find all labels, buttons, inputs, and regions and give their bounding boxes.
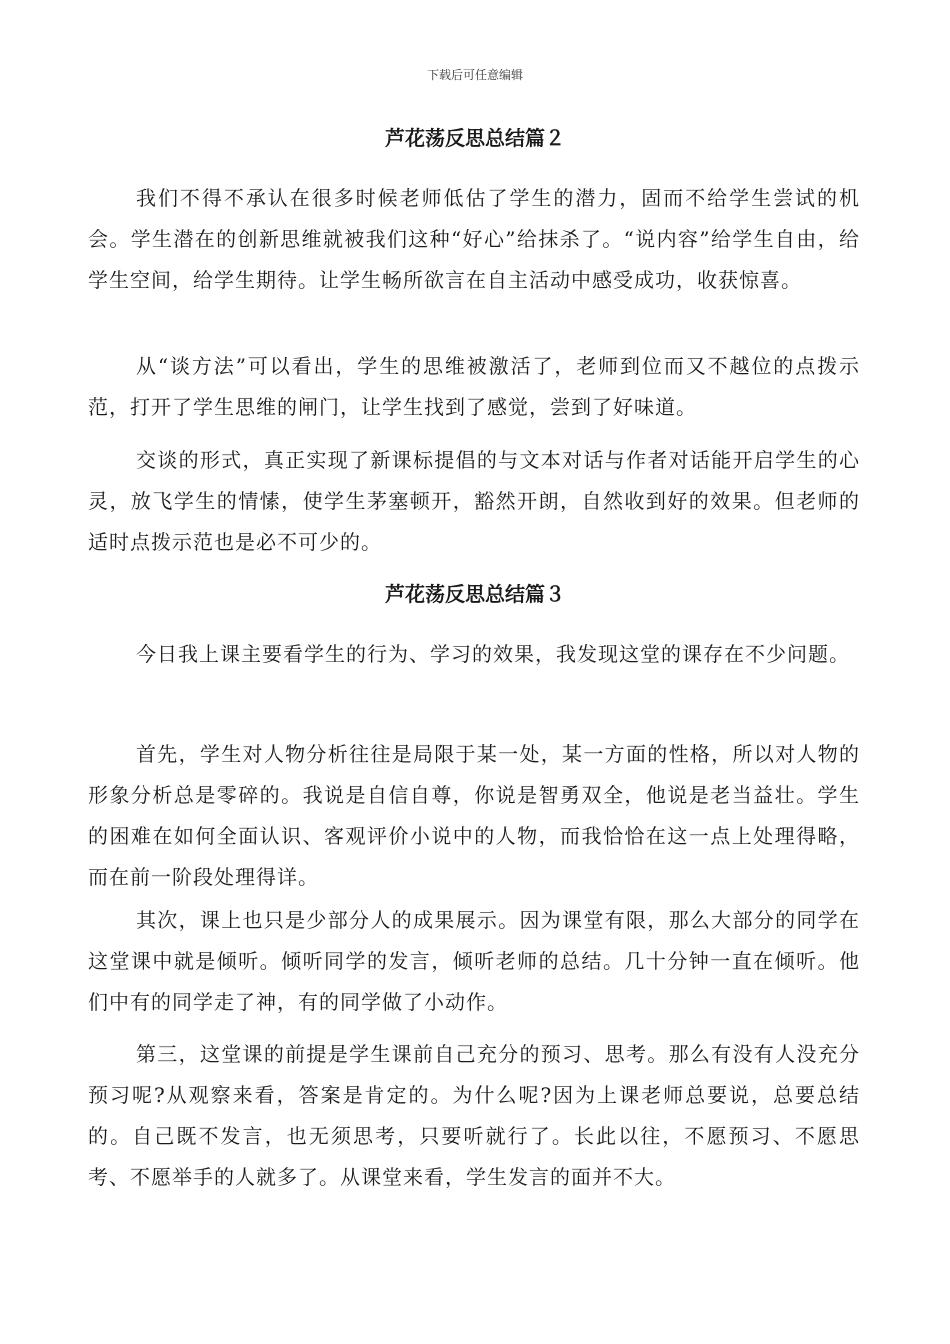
paragraph: 今日我上课主要看学生的行为、学习的效果，我发现这堂的课存在不少问题。 [136, 642, 850, 666]
paragraph: 我们不得不承认在很多时候老师低估了学生的潜力，固而不给学生尝试的机会。学生潜在的创新思维就被我们这种“好心”给抹杀了。“说内容”给学生自由，给学生空间，给学生期待。让学生畅所欲言在自主活动中感受成功，收获惊喜。 [88, 186, 860, 292]
paragraph: 交谈的形式，真正实现了新课标提倡的与文本对话与作者对话能开启学生的心灵，放飞学生的情愫，使学生茅塞顿开，豁然开朗，自然收到好的效果。但老师的适时点拨示范也是必不可少的。 [88, 448, 860, 554]
section-title-3: 芦花荡反思总结篇３ [385, 582, 565, 606]
paragraph: 其次，课上也只是少部分人的成果展示。因为课堂有限，那么大部分的同学在这堂课中就是倾听。倾听同学的发言，倾听老师的总结。几十分钟一直在倾听。他们中有的同学走了神，有的同学做了小动作。 [88, 908, 860, 1014]
section-title-2: 芦花荡反思总结篇２ [385, 126, 565, 150]
paragraph: 从“谈方法”可以看出，学生的思维被激活了，老师到位而又不越位的点拨示范，打开了学生思维的闸门，让学生找到了感觉，尝到了好味道。 [88, 354, 860, 419]
paragraph: 首先，学生对人物分析往往是局限于某一处，某一方面的性格，所以对人物的形象分析总是零碎的。我说是自信自尊，你说是智勇双全，他说是老当益壮。学生的困难在如何全面认识、客观评价小说中的人物，而我恰恰在这一点上处理得略，而在前一阶段处理得详。 [88, 742, 860, 889]
paragraph: 第三，这堂课的前提是学生课前自己充分的预习、思考。那么有没有人没充分预习呢?从观察来看，答案是肯定的。为什么呢?因为上课老师总要说，总要总结的。自己既不发言，也无须思考，只要听就行了。长此以往，不愿预习、不愿思考、不愿举手的人就多了。从课堂来看，学生发言的面并不大。 [88, 1042, 860, 1189]
header-note: 下载后可任意编辑 [426, 68, 523, 82]
